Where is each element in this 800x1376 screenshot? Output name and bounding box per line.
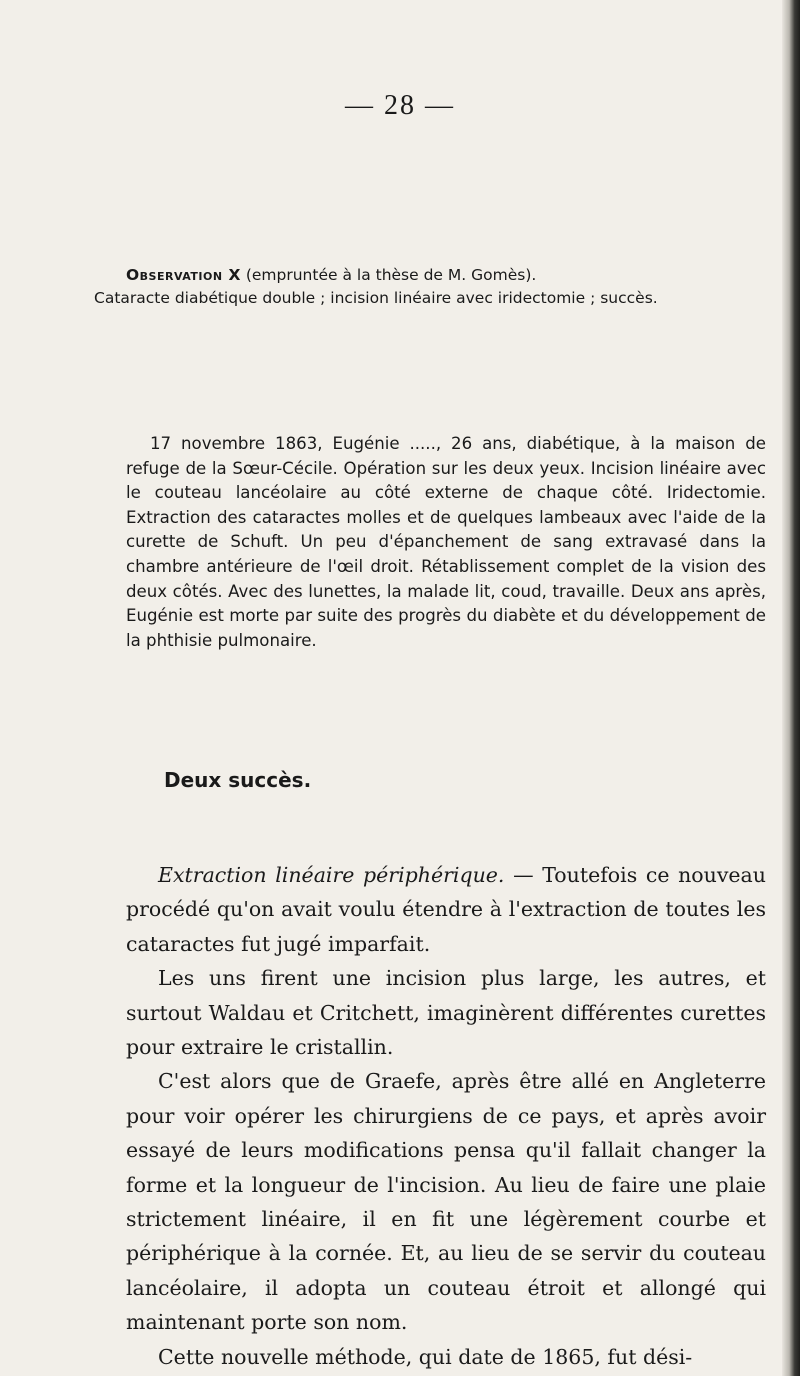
observation-label: Observation X [126, 266, 241, 284]
observation-heading [126, 264, 766, 287]
summary-heading: Deux succès. [164, 768, 312, 792]
paragraph-2: Les uns firent une incision plus large, les autres, et surtout Waldau et Critchett, imaginèrent différentes curettes pour extraire le cristallin. [126, 966, 766, 1060]
observation-attribution: (empruntée à la thèse de M. Gomès). [245, 266, 537, 284]
observation-subtitle: Cataracte diabétique double ; incision linéaire avec iridectomie ; succès. [94, 289, 658, 307]
main-text [126, 858, 766, 1374]
paragraph-1-rest: — Toutefois ce nouveau procédé qu'on avait voulu étendre à l'extraction de toutes les cataractes fut jugé imparfait. [126, 863, 766, 956]
observation-header [94, 264, 766, 310]
section-lead-title: Extraction linéaire périphérique. [158, 863, 505, 887]
paragraph-4: Cette nouvelle méthode, qui date de 1865, fut dési- [158, 1344, 693, 1369]
paragraph-1 [126, 858, 766, 961]
book-binding-edge [782, 0, 800, 1376]
page-number: — 28 — [345, 90, 455, 121]
observation-body: 17 novembre 1863, Eugénie ....., 26 ans, diabétique, à la maison de refuge de la Sœur-Cécile. Opération sur les deux yeux. Incision linéaire avec le couteau lancéolaire au côté externe de chaque côté. Iridectomie. Extraction des cataractes molles et de quelques lambeaux avec l'aide de la curette de Schuft. Un peu d'épanchement de sang extravasé dans la chambre antérieure de l'œil droit. Rétablissement complet de la vision des deux côtés. Avec des lunettes, la malade lit, coud, travaille. Deux ans après, Eugénie est morte par suite des progrès du diabète et du développement de la phthisie pulmonaire. [126, 434, 766, 650]
paragraph-3: C'est alors que de Graefe, après être allé en Angleterre pour voir opérer les chirurgiens de ce pays, et après avoir essayé de leurs modifications pensa qu'il fallait changer la forme et la longueur de l'incision. Au lieu de faire une plaie strictement linéaire, il en fit une légèrement courbe et périphérique à la cornée. Et, au lieu de se servir du couteau lancéolaire, il adopta un couteau étroit et allongé qui maintenant porte son nom. [126, 1069, 766, 1335]
